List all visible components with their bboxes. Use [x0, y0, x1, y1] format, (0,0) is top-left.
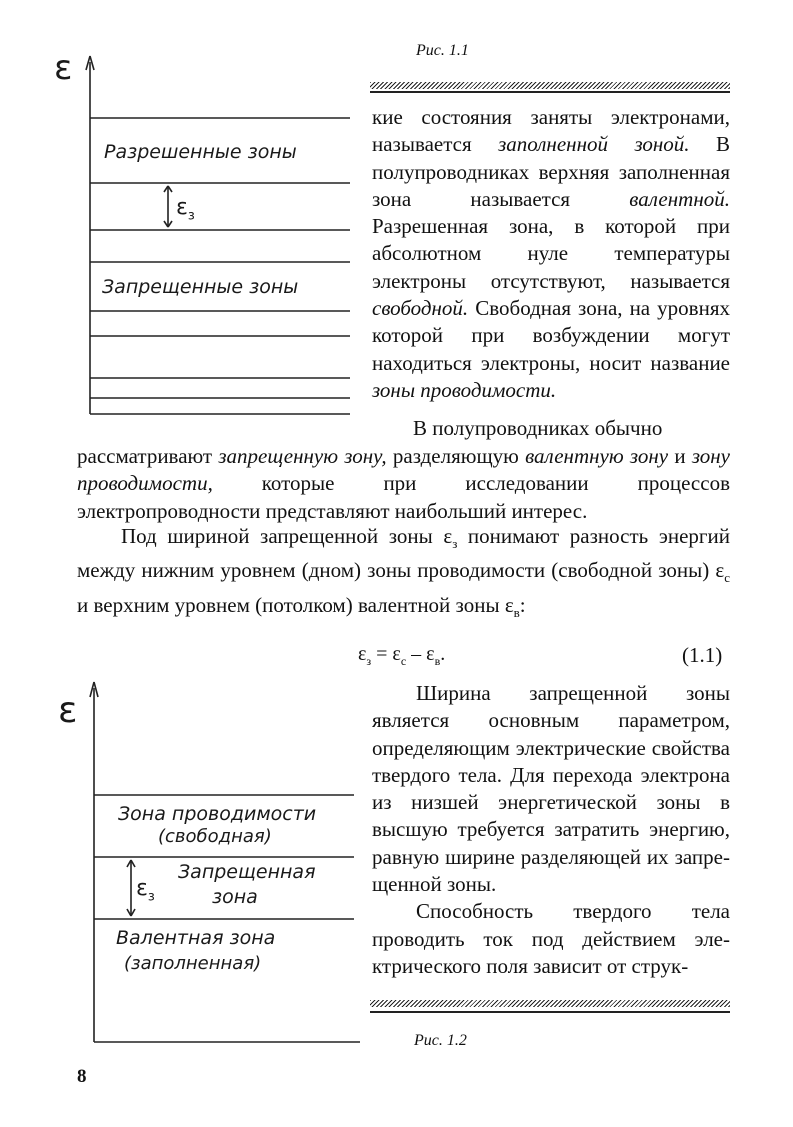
forbidden-bands-label: Запрещенные зоны — [102, 276, 299, 298]
forbidden-band-label: Запрещенная — [178, 861, 316, 883]
gap-symbol: $\varepsilon_з$ — [136, 876, 155, 905]
axis-label: ε — [54, 48, 73, 88]
right-column-text-2 — [372, 680, 730, 980]
paragraph-lead: В полупроводниках обычно — [413, 416, 663, 440]
conduction-band-sublabel: (свободная) — [158, 826, 272, 847]
conduction-band-label: Зона проводимости — [118, 803, 317, 825]
equation-1-1: $\varepsilon_з = \varepsilon_c - \varepsilon_в$. — [358, 643, 446, 668]
hatch-divider — [370, 1000, 730, 1007]
page-number: 8 — [77, 1066, 87, 1087]
hatch-divider — [370, 82, 730, 89]
equation-number: (1.1) — [682, 643, 723, 667]
figure-1-1-caption: Рис. 1.1 — [416, 42, 469, 59]
caption-rule — [370, 1011, 730, 1013]
paragraph-gap-definition: Под шириной запрещенной зоны $\varepsilon_з$ понимают разность энергий между нижним уровнем (дном) зоны проводимости (свободной зоны) $\varepsilon_c$ и верхним уровнем (потолком) валентной зоны $\varepsilon_в$: — [77, 524, 730, 621]
allowed-bands-label: Разрешенные зоны — [104, 141, 297, 163]
axis-label: ε — [58, 690, 78, 731]
gap-symbol: $\varepsilon_з$ — [176, 195, 195, 224]
valence-band-label: Валентная зона — [116, 927, 276, 949]
forbidden-band-sublabel: зона — [212, 886, 258, 908]
figure-1-2-caption: Рис. 1.2 — [414, 1032, 467, 1049]
caption-rule — [370, 91, 730, 93]
paragraph-band-gap-width: Ширина запрещенной зоны является основным параметром, определяющим электрические свойства твердого тела. Для перехода электрона из низшей энергетической зоны в высшую требуется затратить энергию, равную ширине разделяющей их запрещенной зоны. — [372, 681, 730, 897]
valence-band-sublabel: (заполненная) — [124, 953, 262, 974]
right-column-text-1: кие состояния заняты электронами, называется заполненной зоной. В полупроводниках верхняя заполненная зона называется валентной. Разрешенная зона, в которой при абсолютном нуле температуры электроны отсутствуют, называется свободной. Свободная зона, на уровнях которой при возбуждении могут находиться электроны, носит название зоны проводимости. — [372, 105, 730, 402]
paragraph-zones: рассматривают запрещенную зону, разделяющую валентную зону и зону проводимости, которые при исследовании процессов электропроводности представляют наибольший интерес. — [77, 444, 730, 523]
paragraph-conductivity: Способность твердого тела проводить ток под действием электрического поля зависит от струк- — [372, 899, 730, 978]
